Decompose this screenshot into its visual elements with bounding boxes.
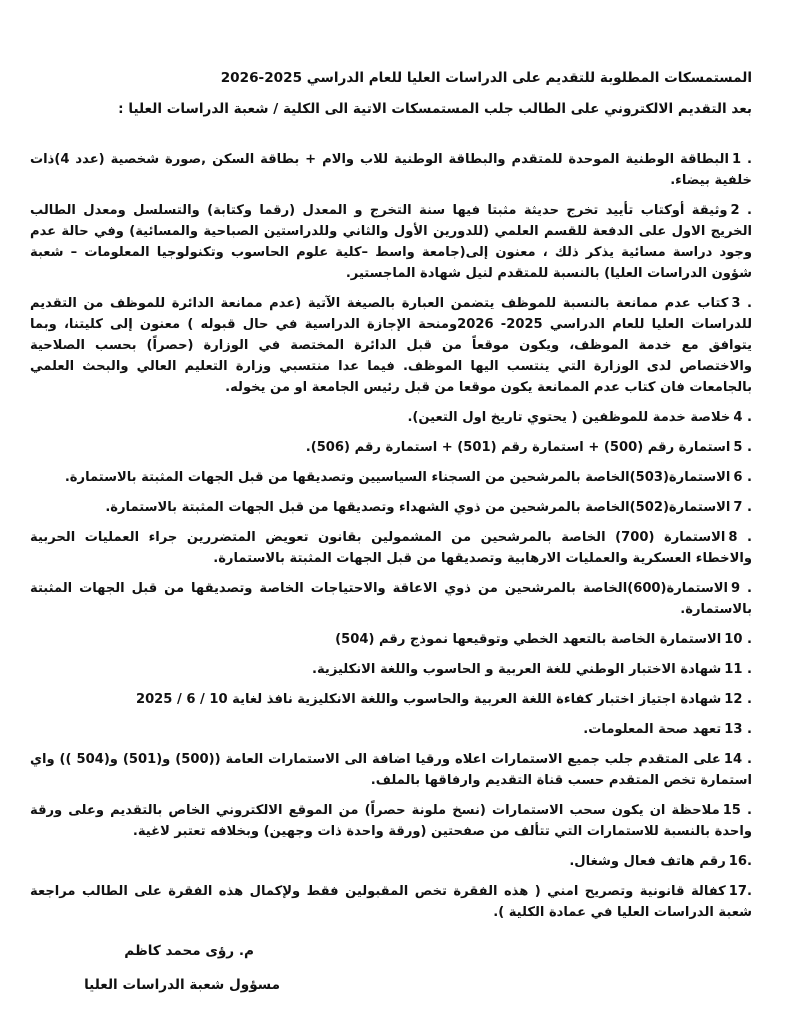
list-item [30, 407, 752, 428]
item-text: تعهد صحة المعلومات. [583, 722, 722, 737]
document-intro: بعد التقديم الالكتروني على الطالب جلب المستمسكات الاتية الى الكلية / شعبة الدراسات العليا : [118, 101, 752, 117]
list-item [30, 689, 752, 710]
list-item [30, 149, 752, 191]
item-text: الاستمارة(502)الخاصة بالمرشحين من ذوي الشهداء وتصديقها من قبل الجهات المثبتة بالاستمارة. [105, 500, 731, 515]
signatory-role: مسؤول شعبة الدراسات العليا [84, 977, 280, 993]
list-item [30, 800, 752, 842]
item-number: 2 . [730, 203, 752, 218]
list-item [30, 749, 752, 791]
document-title: المستمسكات المطلوبة للتقديم على الدراسات العليا للعام الدراسي 2025-2026 [220, 70, 752, 86]
item-number: 3 . [731, 296, 752, 311]
list-item [30, 200, 752, 284]
item-number: 5 . [733, 440, 752, 455]
item-number: 7 . [733, 500, 752, 515]
list-item [30, 497, 752, 518]
item-text: الاستمارة(503)الخاصة بالمرشحين من السجناء السياسيين وتصديقها من قبل الجهات المثبتة بالاستمارة. [64, 470, 731, 485]
list-item [30, 881, 752, 923]
list-item [30, 527, 752, 569]
list-item [30, 437, 752, 458]
document-page [30, 68, 752, 995]
item-text: على المتقدم جلب جميع الاستمارات اعلاه ورقيا اضافة الى الاستمارات العامة ((500) و(501) و(504 )) واي استمارة تخص المتقدم حسب قناة التقديم وارفاقها بالملف. [30, 752, 752, 788]
item-text: شهادة الاختبار الوطني للغة العربية و الحاسوب واللغة الانكليزية. [311, 662, 722, 677]
list-item [30, 719, 752, 740]
item-text: وثيقة أوكتاب تأييد تخرج حديثة مثبتا فيها سنة التخرج و المعدل (رقما وكتابة) والتسلسل ومعدل الطالب الخريج الاول على الدفعة للقسم العلمي (للدورين الأول والثاني وللدراستين الصباحية والمسائية) وفي حالة عدم وجود دراسة مسائية يذكر ذلك ، معنون إلى(جامعة واسط –كلية علوم الحاسوب وتكنولوجيا المعلومات – شعبة شؤون الدراسات العليا) بالنسبة للمتقدم لنيل شهادة الماجستير. [30, 203, 752, 281]
item-number: 9 . [730, 581, 752, 596]
item-number: 14 . [723, 752, 753, 767]
item-number: 6 . [733, 470, 752, 485]
item-number: 11 . [724, 662, 752, 677]
item-number: 1 . [731, 152, 752, 167]
item-number: 17. [728, 884, 752, 899]
list-item [30, 293, 752, 398]
list-item [30, 629, 752, 650]
item-text: استمارة رقم (500) + استمارة رقم (501) + استمارة رقم (506). [305, 440, 731, 455]
item-text: خلاصة خدمة للموظفين ( يحتوي تاريخ اول التعين). [407, 410, 731, 425]
item-number: 12 . [724, 692, 752, 707]
item-number: 16. [728, 854, 752, 869]
signature-block [30, 941, 280, 995]
item-text: الاستمارة (700) الخاصة بالمرشحين من المشمولين بقانون تعويض المتضررين جراء العمليات الحربية والاخطاء العسكرية والعمليات الارهابية وتصديقها من قبل الجهات المثبتة بالاستمارة. [30, 530, 752, 566]
item-number: 13 . [724, 722, 752, 737]
item-text: رقم هاتف فعال وشغال. [569, 854, 726, 869]
item-text: كتاب عدم ممانعة بالنسبة للموظف يتضمن العبارة بالصيغة الآتية (عدم ممانعة الدائرة للموظف من التقديم للدراسات العليا للعام الدراسي 2025- 2026ومنحة الإجازة الدراسية في حال قبوله ) معنون إلى كليتنا، وبما يتوافق مع خدمة الموظف، ويكون موقعاً من قبل الدائرة المختصة في الوزارة (حصراً) بحسب الصلاحية والاختصاص لدى الوزارة التي ينتسب اليها الموظف. فيما عدا منتسبي وزارة التعليم العالي والبحث العلمي بالجامعات فان كتاب عدم الممانعة يكون موقعا من قبل رئيس الجامعة او من يخوله. [30, 296, 752, 395]
list-item [30, 467, 752, 488]
item-text: ملاحظة ان يكون سحب الاستمارات (نسخ ملونة حصراً) من الموقع الالكتروني الخاص بالتقديم وعلى ورقة واحدة بالنسبة للاستمارات التي تتألف من صفحتين (ورقة واحدة ذات وجهين) وبخلافه تعتبر لاغية. [30, 803, 752, 839]
item-text: شهادة اجتياز اختبار كفاءة اللغة العربية والحاسوب واللغة الانكليزية نافذ لغاية 10 / 6 / 2025 [135, 692, 722, 707]
item-number: 10 . [724, 632, 752, 647]
item-number: 15 . [722, 803, 752, 818]
item-number: 8 . [728, 530, 753, 545]
item-text: البطاقة الوطنية الموحدة للمتقدم والبطاقة الوطنية للاب والام + بطاقة السكن ,صورة شخصية (عدد 4)ذات خلفية بيضاء. [30, 152, 752, 188]
item-number: 4 . [733, 410, 752, 425]
requirements-list [30, 149, 752, 923]
item-text: الاستمارة(600)الخاصة بالمرشحين من ذوي الاعاقة والاحتياجات الخاصة وتصديقها من قبل الجهات المثبتة بالاستمارة. [30, 581, 752, 617]
list-item [30, 578, 752, 620]
list-item [30, 851, 752, 872]
list-item [30, 659, 752, 680]
signatory-name: م. رؤى محمد كاظم [124, 943, 254, 959]
item-text: الاستمارة الخاصة بالتعهد الخطي وتوقيعها نموذج رقم (504) [335, 632, 722, 647]
item-text: كفالة قانونية وتصريح امني ( هذه الفقرة تخص المقبولين فقط ولإكمال هذه الفقرة على الطالب مراجعة شعبة الدراسات العليا في عمادة الكلية ). [30, 884, 752, 920]
